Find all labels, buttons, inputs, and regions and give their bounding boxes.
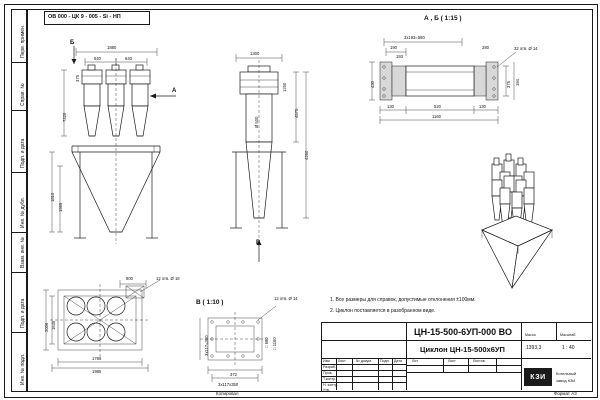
stamp-scale-value: 1 : 40 xyxy=(562,345,575,351)
plan-dim-12-holes: 12 отв. Ø 18 xyxy=(156,276,180,281)
front-dim-640-b: 640 xyxy=(125,56,132,61)
plan-dim-1786: 1786 xyxy=(92,356,102,361)
title-block-vline xyxy=(352,358,353,390)
margin-label-4: Взам. инв. № xyxy=(20,237,26,268)
company-logo: КЗИ xyxy=(524,368,552,386)
stamp-col-podp: Подп. xyxy=(380,359,390,363)
v-dim-12-holes: 12 отв. Ø 14 xyxy=(274,296,298,301)
note-item-1: 1. Все размеры для справок, допустимые отклонения ±100мм. xyxy=(330,297,476,303)
title-block-vline xyxy=(378,358,379,390)
stamp-col-list: Лист xyxy=(338,359,346,363)
side-dim-4575: 4575 xyxy=(294,108,299,118)
section-label-v: В xyxy=(256,240,261,246)
ab-dim-375: 375 xyxy=(506,81,511,88)
margin-label-0: Перв. примен. xyxy=(20,24,26,58)
stamp-mass-label: Масса xyxy=(525,333,536,337)
detail-v-title: В ( 1:10 ) xyxy=(196,299,224,306)
stamp-col-doc: № докум. xyxy=(356,359,372,363)
v-dim-680: □ 680 xyxy=(264,337,269,348)
stamp-scale-label: Масштаб xyxy=(560,333,576,337)
plan-dim-2006: 2006 xyxy=(44,322,49,332)
plan-dim-800: 800 xyxy=(126,276,133,281)
margin-label-1: Справ. № xyxy=(20,83,26,106)
stamp-row-label-4: Утв. xyxy=(323,388,330,392)
ab-dim-430: 430 xyxy=(370,81,375,88)
front-dim-375: 375 xyxy=(75,75,80,82)
margin-label-2: Подп. и дата xyxy=(20,138,26,168)
ab-dim-194: 194 xyxy=(515,79,520,86)
title-block-vline xyxy=(406,358,407,390)
ab-dim-193: 193 xyxy=(396,54,403,59)
title-block-line xyxy=(521,340,591,341)
company-line-2: завод КЗИ xyxy=(556,378,576,383)
ab-dim-130-r: 130 xyxy=(479,104,486,109)
ab-dim-130-l: 130 xyxy=(387,104,394,109)
v-dim-372: 372 xyxy=(230,372,237,377)
stamp-col-data: Дата xyxy=(394,359,402,363)
front-dim-7220: 7220 xyxy=(62,112,67,122)
plan-dim-1635: 1635 xyxy=(51,320,56,330)
title-block-line xyxy=(406,365,521,366)
ab-dim-32-holes: 32 отв. Ø 14 xyxy=(514,46,538,51)
ab-dim-520: 520 xyxy=(434,104,441,109)
title-block-vline xyxy=(392,358,393,390)
stamp-sheets-label: Листов xyxy=(473,359,485,363)
ab-dim-1160: 1160 xyxy=(432,114,442,119)
stamp-row-label-0: Разраб. xyxy=(323,365,336,369)
title-block-line xyxy=(321,370,406,371)
title-block-vline xyxy=(406,322,407,358)
front-dim-640-a: 640 xyxy=(94,56,101,61)
v-dim-3x117: 3x117=350 xyxy=(204,335,209,356)
front-dim-1810: 1810 xyxy=(50,192,55,202)
sheet-code-text: ОВ 000 - ЦК 9 - 005 - Si - НП xyxy=(48,14,121,20)
footer-format: Формат A3 xyxy=(554,391,577,396)
side-dim-4260: 4260 xyxy=(304,150,309,160)
margin-label-6: Инв. № подл. xyxy=(20,353,26,385)
company-line-1: Котельный xyxy=(556,371,577,376)
title-block-vline xyxy=(556,322,557,340)
section-label-a: A xyxy=(172,88,177,94)
ab-dim-190: 190 xyxy=(390,45,397,50)
drawing-title: Циклон ЦН-15-500х6УП xyxy=(420,345,505,354)
front-dim-1880: 1880 xyxy=(107,45,117,50)
side-dim-1300: 1300 xyxy=(250,51,260,56)
front-dim-1565: 1565 xyxy=(58,202,63,212)
side-dim-d500: Ø 500 xyxy=(254,116,259,128)
drawing-code: ЦН-15-500-6УП-000 ВО xyxy=(414,327,512,337)
stamp-row-label-2: Т.контр. xyxy=(323,377,337,381)
title-block-vline xyxy=(521,322,522,390)
stamp-col-izm: Изм xyxy=(323,359,330,363)
ab-dim-280: 280 xyxy=(482,45,489,50)
stamp-list-label: Лист xyxy=(448,359,456,363)
margin-label-3: Инв. № дубл. xyxy=(20,197,26,228)
footer-copied: Копировал xyxy=(216,391,239,396)
stamp-lit-label: Лит. xyxy=(412,359,419,363)
margin-label-5: Подп. и дата xyxy=(20,298,26,328)
ab-dim-3x193: 3x193=580 xyxy=(404,35,425,40)
title-block-line xyxy=(406,372,521,373)
stamp-mass-value: 1393,3 xyxy=(526,345,542,351)
stamp-row-label-1: Пров. xyxy=(323,371,333,375)
section-label-b: Б xyxy=(70,40,75,46)
detail-ab-title: А , Б ( 1:15 ) xyxy=(424,15,462,22)
plan-dim-1985: 1985 xyxy=(92,369,102,374)
side-dim-1250: 1250 xyxy=(282,82,287,92)
note-item-2: 2. Циклон поставляется в разобранном виде. xyxy=(330,308,436,314)
v-dim-1160: □ 1160 xyxy=(272,337,277,350)
stamp-row-label-3: Н. контр. xyxy=(323,383,338,387)
v-dim-3x117x350: 3x117x350 xyxy=(218,382,239,387)
